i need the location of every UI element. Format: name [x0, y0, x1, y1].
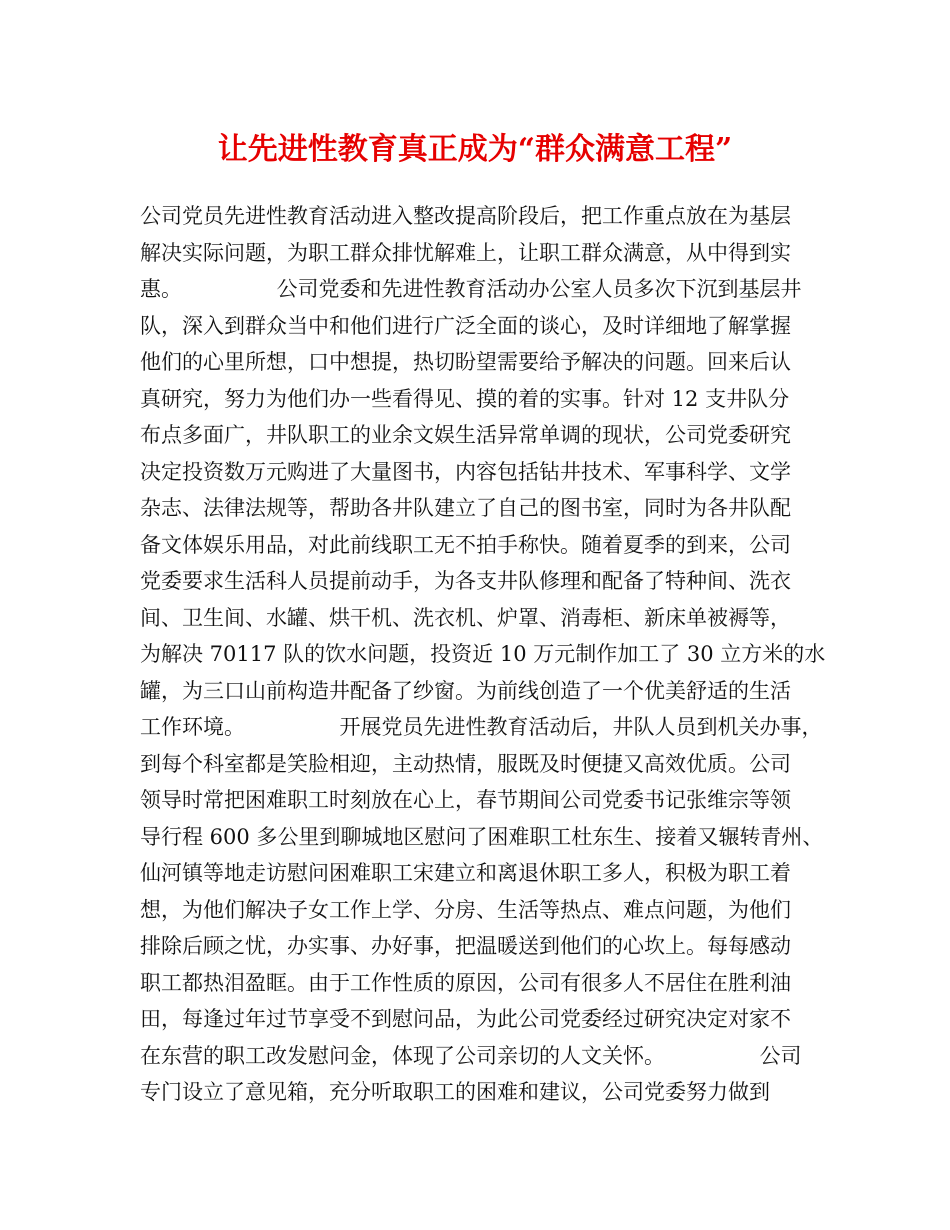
body-line: 仙河镇等地走访慰问困难职工宋建立和离退休职工多人，积极为职工着	[140, 861, 791, 885]
body-line: 惠。 公司党委和先进性教育活动办公室人员多次下沉到基层井	[140, 277, 802, 301]
body-line: 排除后顾之忧，办实事、办好事，把温暖送到他们的心坎上。每每感动	[140, 934, 791, 958]
body-line: 党委要求生活科人员提前动手，为各支井队修理和配备了特种间、洗衣	[140, 569, 791, 593]
body-line: 在东营的职工改发慰问金，体现了公司亲切的人文关怀。 公司	[140, 1043, 802, 1068]
body-line: 工作环境。 开展党员先进性教育活动后，井队人员到机关办事，	[140, 715, 823, 739]
body-line: 布点多面广，井队职工的业余文娱生活异常单调的现状，公司党委研究	[140, 423, 791, 447]
document-title: 让先进性教育真正成为“群众满意工程”	[217, 132, 733, 167]
body-line: 决定投资数万元购进了大量图书，内容包括钻井技术、军事科学、文学	[140, 459, 791, 484]
body-line: 职工都热泪盈眶。由于工作性质的原因，公司有很多人不居住在胜利油	[140, 970, 791, 995]
body-line: 备文体娱乐用品，对此前线职工无不拍手称快。随着夏季的到来，公司	[140, 532, 791, 557]
body-line: 想，为他们解决子女工作上学、分房、生活等热点、难点问题，为他们	[140, 897, 791, 922]
body-line: 队，深入到群众当中和他们进行广泛全面的谈心，及时详细地了解掌握	[140, 313, 791, 338]
body-line: 领导时常把困难职工时刻放在心上，春节期间公司党委书记张维宗等领	[140, 788, 791, 812]
body-line: 罐，为三口山前构造井配备了纱窗。为前线创造了一个优美舒适的生活	[140, 678, 791, 703]
document-body	[140, 198, 826, 1111]
body-line: 杂志、法律法规等，帮助各井队建立了自己的图书室，同时为各井队配	[140, 496, 791, 520]
body-line: 导行程 600 多公里到聊城地区慰问了困难职工杜东生、接着又辗转青州、	[140, 824, 824, 849]
body-line: 专门设立了意见箱，充分听取职工的困难和建议，公司党委努力做到	[140, 1080, 770, 1104]
body-line: 到每个科室都是笑脸相迎，主动热情，服既及时便捷又高效优质。公司	[140, 751, 791, 776]
body-line: 公司党员先进性教育活动进入整改提高阶段后，把工作重点放在为基层	[140, 204, 791, 228]
body-line: 田，每逢过年过节享受不到慰问品，为此公司党委经过研究决定对家不	[140, 1007, 791, 1031]
body-line: 他们的心里所想，口中想提，热切盼望需要给予解决的问题。回来后认	[140, 350, 791, 374]
body-line: 解决实际问题，为职工群众排忧解难上，让职工群众满意，从中得到实	[140, 240, 791, 265]
body-line: 间、卫生间、水罐、烘干机、洗衣机、炉罩、消毒柜、新床单被褥等，	[140, 605, 791, 630]
body-line: 为解决 70117 队的饮水问题，投资近 10 万元制作加工了 30 立方米的水	[140, 642, 826, 666]
body-line: 真研究，努力为他们办一些看得见、摸的着的实事。针对 12 支井队分	[140, 386, 790, 411]
